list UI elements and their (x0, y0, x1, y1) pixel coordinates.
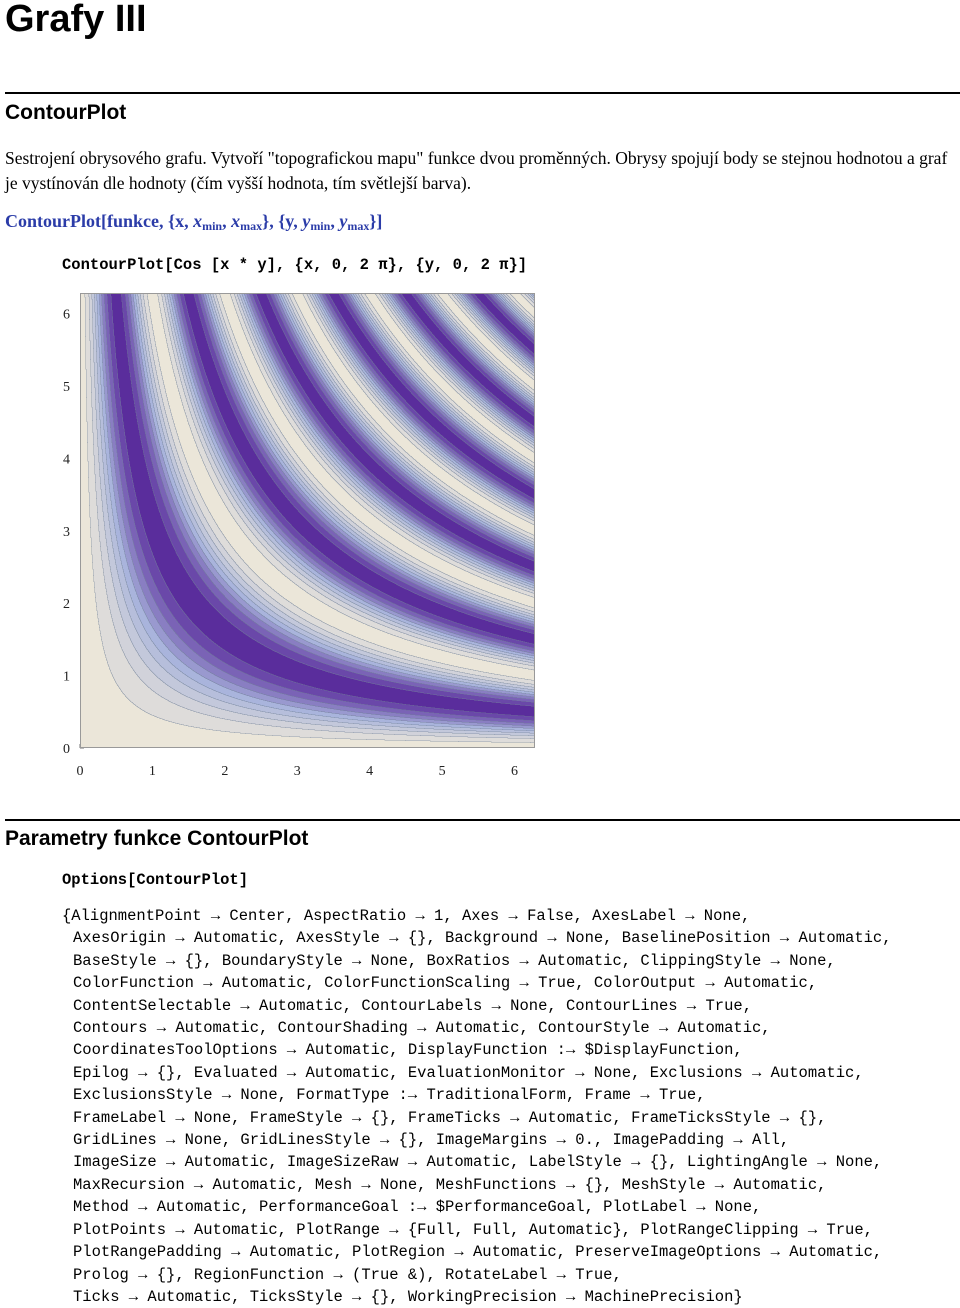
options-line: ImageSize → Automatic, ImageSizeRaw → Automatic, LabelStyle → {}, LightingAngle → None, (73, 1153, 883, 1172)
x-tick-label: 1 (148, 764, 156, 779)
x-tick-label: 4 (366, 764, 374, 779)
options-line: ExclusionsStyle → None, FormatType :→ TraditionalForm, Frame → True, (73, 1086, 706, 1105)
page-title: Grafy III (5, 0, 147, 40)
contour-shading (80, 293, 535, 748)
options-line: PlotPoints → Automatic, PlotRange → {Full, Full, Automatic}, PlotRangeClipping → True, (73, 1220, 873, 1239)
y-tick-label: 3 (63, 524, 70, 540)
options-output (62, 905, 892, 1308)
section-heading-contourplot: ContourPlot (5, 101, 127, 124)
options-line: PlotRangePadding → Automatic, PlotRegion → Automatic, PreserveImageOptions → Automatic, (73, 1243, 883, 1262)
x-tick-label: 5 (438, 764, 446, 779)
contour-plot (40, 285, 550, 785)
y-tick-label: 0 (63, 742, 70, 757)
options-line: Prolog → {}, RegionFunction → (True &), RotateLabel → True, (73, 1265, 622, 1284)
x-tick-label: 2 (221, 764, 229, 779)
options-line: BaseStyle → {}, BoundaryStyle → None, BoxRatios → Automatic, ClippingStyle → None, (73, 951, 836, 970)
options-line: Method → Automatic, PerformanceGoal :→ $PerformanceGoal, PlotLabel → None, (73, 1198, 762, 1217)
options-line: ContentSelectable → Automatic, ContourLabels → None, ContourLines → True, (73, 996, 753, 1015)
options-line: Ticks → Automatic, TicksStyle → {}, WorkingPrecision → MachinePrecision} (73, 1287, 743, 1306)
x-tick-label: 3 (293, 764, 301, 779)
options-line: Epilog → {}, Evaluated → Automatic, EvaluationMonitor → None, Exclusions → Automatic, (73, 1063, 864, 1082)
options-line: MaxRecursion → Automatic, Mesh → None, MeshFunctions → {}, MeshStyle → Automatic, (73, 1175, 827, 1194)
description-paragraph: Sestrojení obrysového grafu. Vytvoří "topografickou mapu" funkce dvou proměnných. Obrysy spojují body se stejnou hodnotou a graf je vystínován dle hodnoty (čím vyšší hodnota, tím světlejší barva). (5, 148, 948, 193)
syntax-template: ContourPlot[funkce, {x, $x_{min}$, $x_{max}$}, {y, $y_{min}$, $y_{max}$}] (5, 211, 383, 233)
options-line: ColorFunction → Automatic, ColorFunctionScaling → True, ColorOutput → Automatic, (73, 974, 818, 993)
options-line: AxesOrigin → Automatic, AxesStyle → {}, Background → None, BaselinePosition → Automatic, (73, 929, 892, 948)
options-line: CoordinatesToolOptions → Automatic, DisplayFunction :→ $DisplayFunction, (73, 1041, 743, 1060)
x-tick-label: 6 (510, 764, 518, 779)
x-tick-labels (77, 744, 518, 779)
options-line: {AlignmentPoint → Center, AspectRatio → 1, Axes → False, AxesLabel → None, (62, 907, 751, 925)
y-tick-label: 1 (63, 669, 70, 685)
y-tick-label: 5 (63, 379, 70, 395)
section-heading-parameters: Parametry funkce ContourPlot (5, 827, 309, 850)
options-line: GridLines → None, GridLinesStyle → {}, ImageMargins → 0., ImagePadding → All, (73, 1131, 790, 1150)
section-divider-2 (5, 819, 960, 821)
x-tick-label: 0 (76, 764, 84, 779)
options-line: Contours → Automatic, ContourShading → Automatic, ContourStyle → Automatic, (73, 1019, 771, 1038)
section-divider (5, 92, 960, 94)
y-tick-label: 2 (63, 597, 70, 613)
y-tick-label: 4 (63, 452, 70, 468)
input-cell-options[interactable]: Options[ContourPlot] (62, 871, 249, 889)
options-line: FrameLabel → None, FrameStyle → {}, FrameTicks → Automatic, FrameTicksStyle → {}, (73, 1108, 827, 1127)
y-tick-label: 6 (63, 307, 70, 323)
input-cell-contourplot[interactable]: ContourPlot[Cos [x * y], {x, 0, 2 π}, {y, 0, 2 π}] (62, 256, 528, 274)
